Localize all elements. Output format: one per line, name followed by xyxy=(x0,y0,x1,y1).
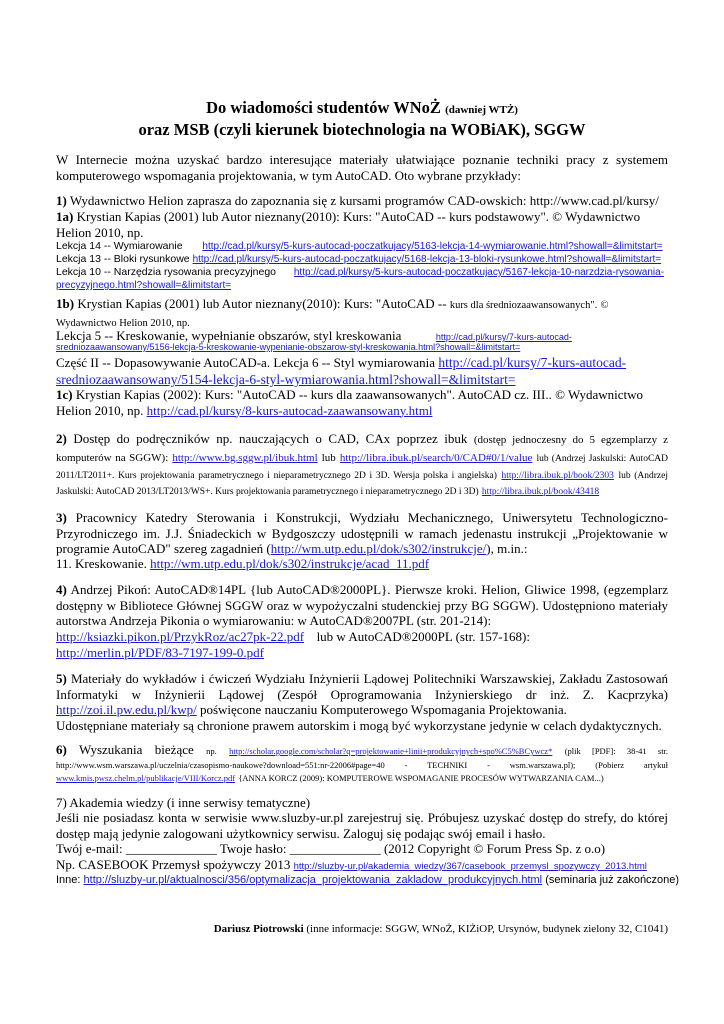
section-3-after: ), m.in.: xyxy=(486,541,528,556)
part2-text: Część II -- Dopasowywanie AutoCAD-a. Lekcja 6 -- Styl wymiarowania xyxy=(56,355,436,370)
section-5-text: Materiały do wykładów i ćwiczeń Wydziału Inżynierii Lądowej Politechniki Warszawskiej, Zakładu Zastosowań Informatyki w Inżynierii Lądowej (Zespół Oprogramowania Inżynierskiego dr inż. Z. Kacprzyka) xyxy=(56,671,669,702)
section-7-text: Jeśli nie posiadasz konta w serwisie www.sluzby-ur.pl zarejestruj się. Próbujesz uzyskać dostęp do strefy, do której dostęp mają jedynie zalogowani użytkownicy serwisu. Zaloguj się podając swój email i hasło. xyxy=(56,810,668,841)
section-7-heading: 7) Akademia wiedzy (i inne serwisy tematyczne) xyxy=(56,795,311,810)
section-4-mid: lub w AutoCAD®2000PL (str. 157-168): xyxy=(316,629,530,644)
part2-link-cont[interactable]: sredniozaawansowany/5154-lekcja-6-styl-wymiarowania.html?showall=&limitstart= xyxy=(56,372,516,387)
section-1-number: 1) xyxy=(56,193,67,208)
page-title xyxy=(0,98,724,118)
section-6-number: 6) xyxy=(56,742,67,757)
section-6 xyxy=(56,744,668,785)
intro-paragraph: W Internecie można uzyskać bardzo interesujące materiały ułatwiające poznanie techniki pracy z systemem komputerowego wspomagania projektowania, w tym AutoCAD. Oto wybrane przykłady: xyxy=(56,152,668,183)
inne-link[interactable]: http://sluzby-ur.pl/aktualnosci/356/optymalizacja_projektowania_zakladow_produkcyjnych.html xyxy=(83,874,543,886)
footer xyxy=(214,923,668,935)
section-3 xyxy=(56,510,668,557)
section-1c xyxy=(56,387,668,418)
section-1c-link[interactable]: http://cad.pl/kursy/8-kurs-autocad-zaawansowany.html xyxy=(146,402,433,418)
section-5-after: poświęcone nauczaniu Komputerowego Wspomagania Projektowania. xyxy=(199,702,567,717)
korcz-link[interactable]: www.kmis.pwsz.chelm.pl/publikacje/VIII/Korcz.pdf xyxy=(56,773,236,783)
section-1b-small: kurs dla średniozaawansowanych". xyxy=(449,300,598,311)
lesson-5-link-cont[interactable]: sredniozaawansowany/5156-lekcja-5-kreskowanie-wypenianie-obszarow-styl-kreskowania.html?showall=&limitstart= xyxy=(56,342,521,352)
section-6-t1: (plik [PDF]: 38-41 str. http://www.wsm.warszawa.pl/uczelnia/czasopismo-naukowe?download=551:nr-22006#page=40 - TECHNIKI - wsm.warszawa.pl); (Pobierz artykuł xyxy=(56,746,669,770)
lesson-label: Lekcja 13 -- Bloki rysunkowe xyxy=(56,253,190,265)
lesson-row xyxy=(56,253,668,266)
title-line1: Do wiadomości studentów WNoŻ xyxy=(206,98,441,117)
section-2 xyxy=(56,431,668,498)
lesson-link[interactable]: http://cad.pl/kursy/5-kurs-autocad-poczatkujacy/5163-lekcja-14-wymiarowanie.html?showall=&limitstart= xyxy=(202,241,663,252)
lesson-row xyxy=(56,240,668,253)
section-4 xyxy=(56,582,668,629)
section-5-note: Udostępniane materiały są chronione prawem autorskim i mogą być wykorzystane jedynie w celach dydaktycznych. xyxy=(56,718,662,733)
lesson-link[interactable]: http://cad.pl/kursy/5-kurs-autocad-poczatkujacy/5167-lekcja-10-narzdzia-rysowania- xyxy=(293,267,665,278)
item-kreskowanie: 11. Kreskowanie. xyxy=(56,556,147,571)
inne-line xyxy=(56,873,680,889)
lesson-list-1a xyxy=(56,240,668,292)
libra-book-2303-link[interactable]: http://libra.ibuk.pl/book/2303 xyxy=(501,471,614,481)
libra-search-link[interactable]: http://libra.ibuk.pl/search/0/CAD#0/1/value xyxy=(339,451,533,464)
section-1a xyxy=(56,209,668,240)
section-4-number: 4) xyxy=(56,582,67,597)
casebook-text: Np. CASEBOOK Przemysł spożywczy 2013 xyxy=(56,857,291,872)
section-5-number: 5) xyxy=(56,671,67,686)
section-4-links xyxy=(56,629,668,645)
login-form-line: Twój e-mail: ______________ Twoje hasło: ______________ (2012 Copyright © Forum Press Sp. z o.o) xyxy=(56,841,606,856)
section-1b-link-cont xyxy=(56,342,668,353)
lesson-label: Lekcja 14 -- Wymiarowanie xyxy=(56,240,183,252)
section-1-text: Wydawnictwo Helion zaprasza do zapoznania się z kursami programów CAD-owskich: http://www.cad.pl/kursy/ xyxy=(69,193,659,208)
section-2-desc2: lub (Andrzej Jaskulski: AutoCAD 2013/LT2013/WS+. Kurs projektowania parametrycznego i nieparametrycznego 2D i 3D) xyxy=(56,471,669,497)
ibuk-link[interactable]: http://www.bg.sggw.pl/ibuk.html xyxy=(172,451,318,464)
section-3-number: 3) xyxy=(56,510,67,525)
section-3-text: Pracownicy Katedry Sterowania i Konstrukcji, Wydziału Mechanicznego, Uniwersytetu Technologiczno-Przyrodniczego im. J.J. Śniadeckich w Bydgoszczy udostępnili w ramach jedenastu instrukcji „Projektowanie w programie AutoCAD" szereg zagadnień ( xyxy=(56,510,668,556)
casebook-line xyxy=(56,857,668,875)
libra-book-43418-link[interactable]: http://libra.ibuk.pl/book/43418 xyxy=(481,487,600,497)
part2-link[interactable]: http://cad.pl/kursy/7-kurs-autocad- xyxy=(438,355,627,370)
section-1 xyxy=(56,193,668,209)
title-line2: oraz MSB (czyli kierunek biotechnologia na WOBiAK), SGGW xyxy=(138,120,586,139)
section-1b-tail: © Wydawnictwo Helion 2010, np. xyxy=(56,300,609,329)
section-2-text: Dostęp do podręczników np. nauczających o CAD, CAx poprzez ibuk xyxy=(73,431,468,446)
casebook-link[interactable]: http://sluzby-ur.pl/akademia_wiedzy/367/casebook_przemysl_spozywczy_2013.html xyxy=(293,861,647,872)
merlin-link[interactable]: http://merlin.pl/PDF/83-7197-199-0.pdf xyxy=(56,645,264,660)
lesson-row-cont xyxy=(56,279,668,292)
section-6-text: Wyszukania bieżące xyxy=(78,742,194,757)
footer-info: (inne informacje: SGGW, WNoŻ, KIŻiOP, Ursynów, budynek zielony 32, C1041) xyxy=(306,923,668,935)
lesson-link-cont[interactable]: precyzyjnego.html?showall=&limitstart= xyxy=(56,280,232,291)
section-1b-label: 1b) xyxy=(56,296,75,311)
section-2-number: 2) xyxy=(56,431,67,446)
lub-text: lub xyxy=(321,451,336,464)
section-1a-label: 1a) xyxy=(56,209,74,224)
section-2-note: (dostęp jednoczesny do 5 egzemplarzy z komputerów na SGGW): xyxy=(56,434,669,464)
lesson-5-label: Lekcja 5 -- Kreskowanie, wypełnianie obszarów, styl kreskowania xyxy=(56,328,402,343)
section-1a-text: Krystian Kapias (2001) lub Autor nieznany(2010): Kurs: "AutoCAD -- kurs podstawowy". © Wydawnictwo Helion 2010, np. xyxy=(56,209,641,240)
scholar-link[interactable]: http://scholar.google.com/scholar?q=projektowanie+linii+produkcyjnych+spo%C5%BCywcz* xyxy=(229,746,553,756)
section-1b xyxy=(56,296,668,331)
inne-tail: (seminaria już zakończone) xyxy=(545,874,680,886)
inne-label: Inne: xyxy=(56,874,81,886)
section-1b-part2 xyxy=(56,355,668,371)
lesson-link[interactable]: http://cad.pl/kursy/5-kurs-autocad-poczatkujacy/5168-lekcja-13-bloki-rysunkowe.html?showall=&limitstart= xyxy=(192,254,662,265)
section-5 xyxy=(56,671,668,718)
section-1c-text: Krystian Kapias (2002): Kurs: "AutoCAD -- kurs dla zaawansowanych". AutoCAD cz. III.. © Wydawnictwo Helion 2010, np. xyxy=(56,387,644,418)
section-6-np: np. xyxy=(206,746,217,756)
section-6-t2: {ANNA KORCZ (2009): KOMPUTEROWE WSPOMAGANIE PROCESÓW WYTWARZANIA CAM...) xyxy=(238,773,604,783)
section-4-text: Andrzej Pikoń: AutoCAD®14PL {lub AutoCAD®2000PL}. Pierwsze kroki. Helion, Gliwice 1998, (egzemplarz dostępny w Bibliotece Głównej SGGW oraz w wypożyczalni studenckiej przy BG SGGW). Udostępniono materiały autorstwa Andrzeja Pikonia o wymiarowaniu: w AutoCAD®2007PL (str. 201-214): xyxy=(56,582,668,628)
lesson-5-link[interactable]: http://cad.pl/kursy/7-kurs-autocad- xyxy=(435,332,572,342)
instrukcje-link[interactable]: http://wm.utp.edu.pl/dok/s302/instrukcje/ xyxy=(270,541,487,556)
lesson-label: Lekcja 10 -- Narzędzia rysowania precyzyjnego xyxy=(56,266,277,278)
lesson-row xyxy=(56,266,668,279)
section-1c-label: 1c) xyxy=(56,387,73,402)
section-2-desc1: lub (Andrzej Jaskulski: AutoCAD 2011/LT2011+. Kurs projektowania parametrycznego i nieparametrycznego 2D i 3D. Wersja polska i angielska) xyxy=(56,453,668,481)
section-1b-part2-cont xyxy=(56,372,668,388)
section-3-item xyxy=(56,556,668,572)
pikon-link[interactable]: http://ksiazki.pikon.pl/PrzykRoz/ac27pk-22.pdf xyxy=(56,629,305,644)
section-4-link2 xyxy=(56,645,668,661)
section-1b-text: Krystian Kapias (2001) lub Autor nieznany(2010): Kurs: "AutoCAD -- xyxy=(77,296,447,311)
title-note: (dawniej WTŻ) xyxy=(445,104,518,116)
footer-name: Dariusz Piotrowski xyxy=(213,923,304,935)
acad-11-link[interactable]: http://wm.utp.edu.pl/dok/s302/instrukcje/acad_11.pdf xyxy=(150,556,430,571)
zoi-link[interactable]: http://zoi.il.pw.edu.pl/kwp/ xyxy=(56,702,197,717)
